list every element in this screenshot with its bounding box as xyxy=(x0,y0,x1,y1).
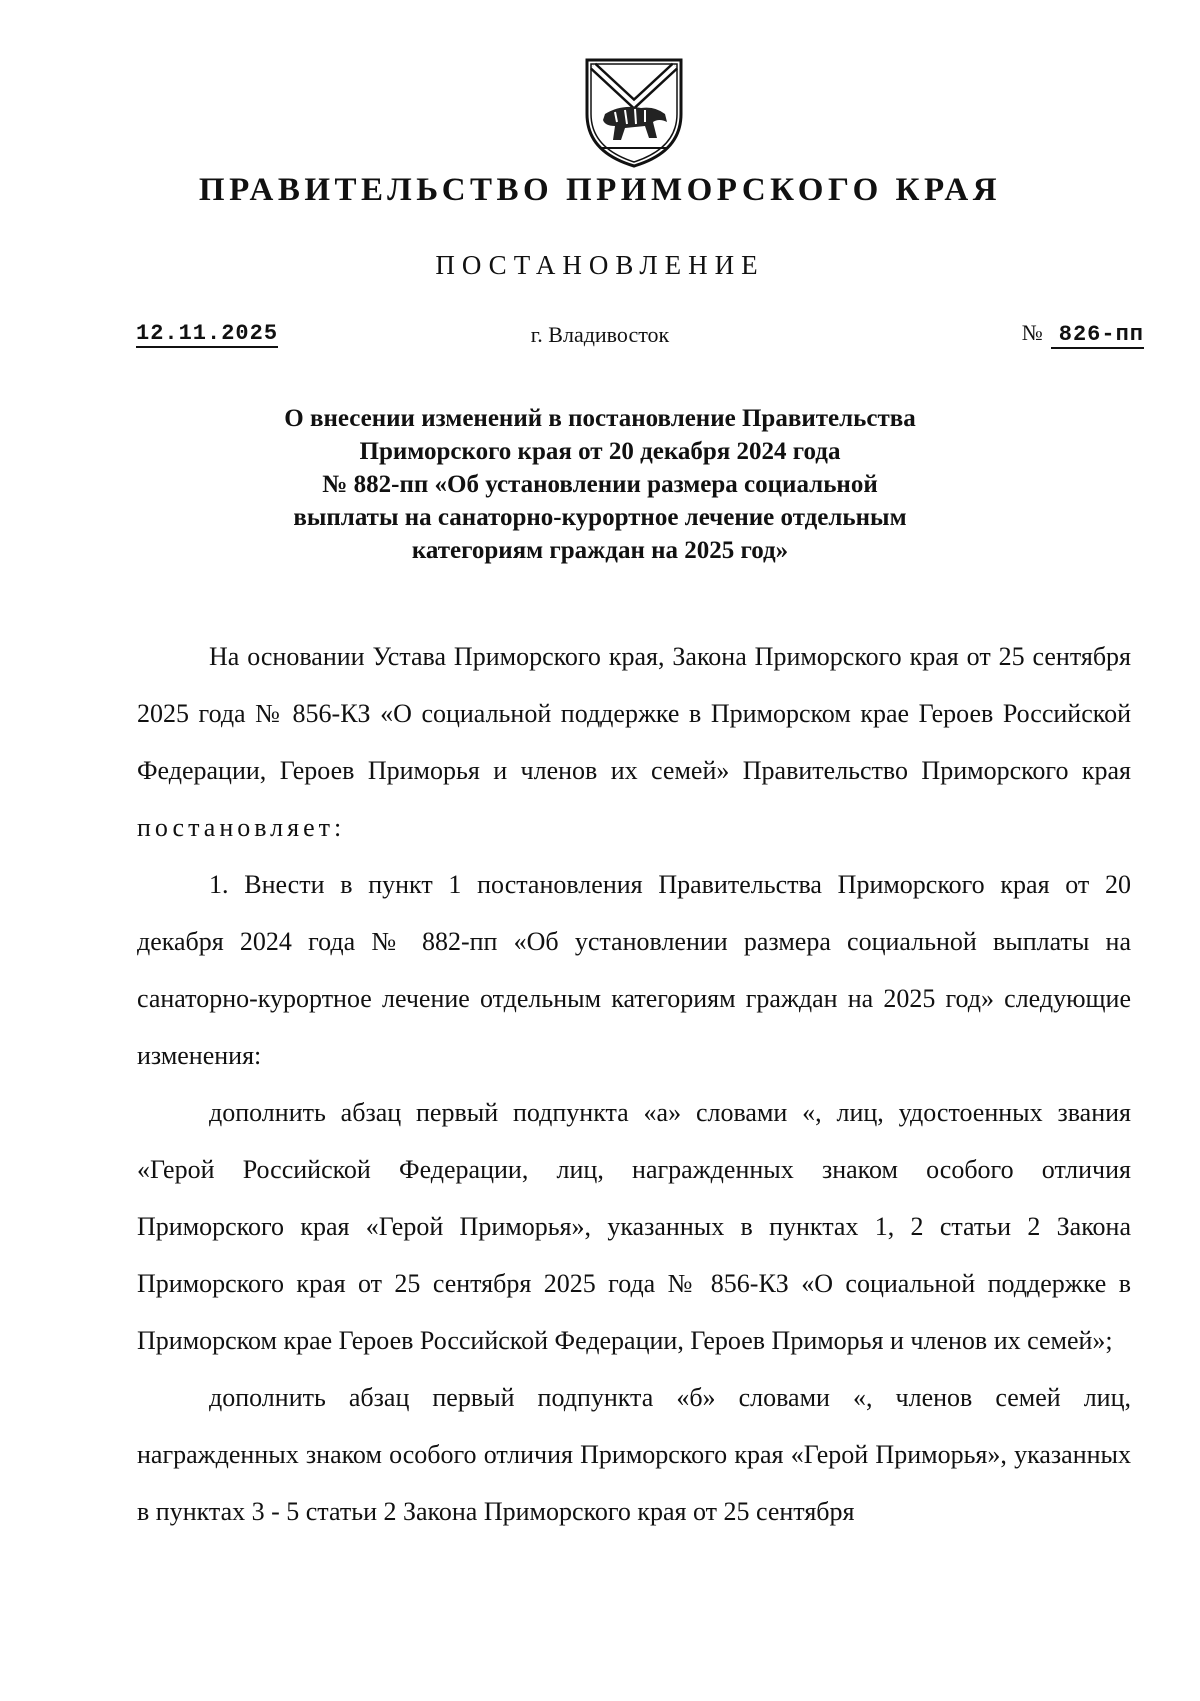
subject-line: № 882-пп «Об установлении размера социальной xyxy=(322,471,878,498)
subject-line: О внесении изменений в постановление Правительства xyxy=(284,405,916,432)
document-number-block xyxy=(1022,320,1144,347)
document-type: ПОСТАНОВЛЕНИЕ xyxy=(435,250,765,280)
body-paragraph-amendment-b: дополнить абзац первый подпункта «б» словами «, членов семей лиц, награжденных знаком особого отличия Приморского края «Герой Приморья», указанных в пунктах 3 - 5 статьи 2 Закона Приморского края от 25 сентября xyxy=(137,1383,1131,1526)
document-subject xyxy=(150,402,1050,567)
document-date: 12.11.2025 xyxy=(136,321,279,346)
number-prefix: № xyxy=(1021,320,1043,345)
subject-line: категориям граждан на 2025 год» xyxy=(411,537,789,564)
body-paragraph-amendment-a: дополнить абзац первый подпункта «а» словами «, лиц, удостоенных звания «Герой Российской Федерации, лиц, награжденных знаком особого отличия Приморского края «Герой Приморья», указанных в пунктах 1, 2 статьи 2 Закона Приморского края от 25 сентября 2025 года № 856-КЗ «О социальной поддержке в Приморском крае Героев Российской Федерации, Героев Приморья и членов их семей»; xyxy=(137,1098,1131,1355)
subject-line: Приморского края от 20 декабря 2024 года xyxy=(359,438,841,465)
subject-line: выплаты на санаторно-курортное лечение отдельным xyxy=(293,504,907,531)
body-paragraph-item-1: 1. Внести в пункт 1 постановления Правительства Приморского края от 20 декабря 2024 года № 882-пп «Об установлении размера социальной выплаты на санаторно-курортное лечение отдельным категориям граждан на 2025 год» следующие изменения: xyxy=(137,870,1131,1070)
document-city: г. Владивосток xyxy=(530,322,670,347)
preamble-text: На основании Устава Приморского края, Закона Приморского края от 25 сентября 2025 года № 856-КЗ «О социальной поддержке в Приморском крае Героев Российской Федерации, Героев Приморья и членов их семей» Правительство Приморского края xyxy=(137,642,1131,785)
body-paragraph-preamble xyxy=(137,628,1131,856)
document-body xyxy=(137,628,1131,1540)
organization-title: ПРАВИТЕЛЬСТВО ПРИМОРСКОГО КРАЯ xyxy=(198,172,1002,208)
resolves-word: постановляет: xyxy=(137,813,346,842)
document-number: 826-пп xyxy=(1051,322,1144,349)
coat-of-arms-icon xyxy=(581,52,687,170)
